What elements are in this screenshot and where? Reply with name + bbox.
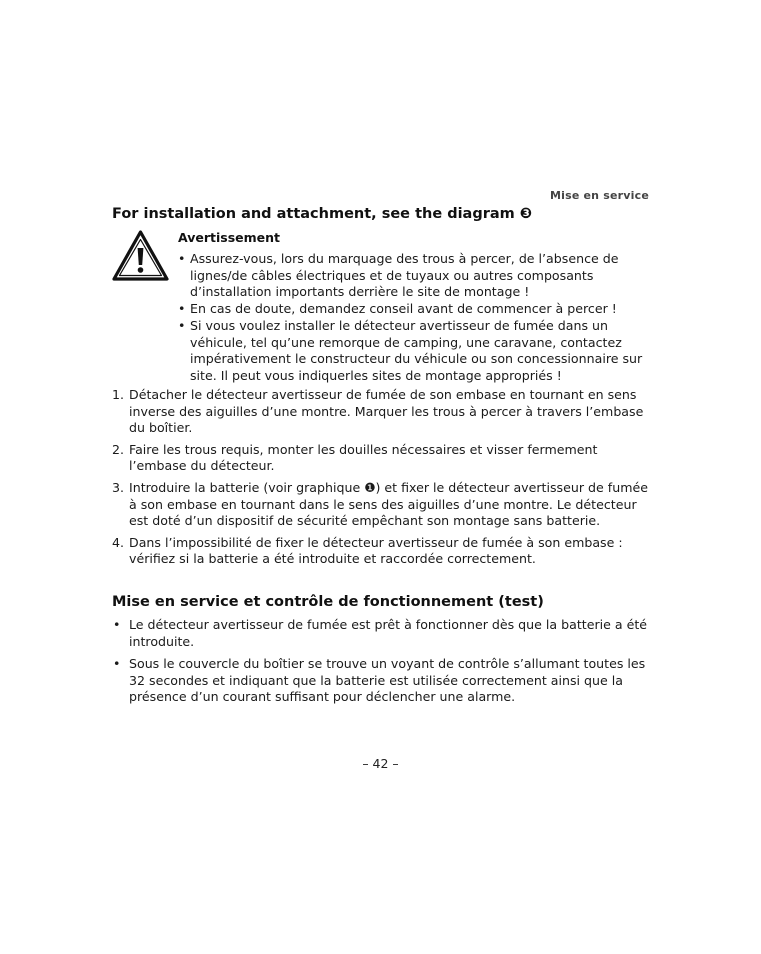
step-number: 3.	[112, 480, 125, 496]
running-header: Mise en service	[549, 189, 649, 202]
warning-item: • Assurez-vous, lors du marquage des trous à percer, de l’absence de lignes/de câbles électriques et de tuyaux ou autres composants d’installation importants derrière le site de montage !	[178, 251, 658, 301]
page-number: – 42 –	[362, 756, 399, 771]
step-number: 2.	[112, 441, 125, 457]
section-title-test: Mise en service et contrôle de fonctionnement (test)	[112, 594, 544, 610]
step-number: 1.	[112, 387, 125, 402]
warning-item: • Si vous voulez installer le détecteur avertisseur de fumée dans un véhicule, tel qu’une remorque de camping, une caravane, contactez impérativement le constructeur du véhicule ou son concessionnaire sur site. Il peut vous indiquerles sites de montage appropriés !	[178, 318, 658, 385]
step-item	[112, 387, 657, 437]
installation-steps	[112, 387, 657, 573]
step-item	[112, 480, 657, 530]
step-item	[112, 535, 657, 568]
warning-item: • En cas de doute, demandez conseil avant de commencer à percer !	[178, 301, 658, 318]
test-list	[112, 617, 652, 712]
step-number: 4.	[112, 534, 125, 550]
warning-label: Avertissement	[178, 230, 281, 245]
warning-list	[178, 251, 658, 385]
test-item: • Le détecteur avertisseur de fumée est prêt à fonctionner dès que la batterie a été introduite.	[112, 617, 652, 650]
step-item	[112, 442, 657, 475]
test-item: • Sous le couvercle du boîtier se trouve un voyant de contrôle s’allumant toutes les 32 secondes et indiquant que la batterie est utilisée correctement ainsi que la présence d’un courant suffisant pour déclencher une alarme.	[112, 656, 652, 706]
step-text: Faire les trous requis, monter les douilles nécessaires et visser fermement l’embase du détecteur.	[129, 441, 598, 474]
step-text: Détacher le détecteur avertisseur de fumée de son embase en tournant en sens inverse des aiguilles d’une montre. Marquer les trous à percer à travers l’embase du boîtier.	[129, 387, 644, 435]
step-text: Dans l’impossibilité de fixer le détecteur avertisseur de fumée à son embase : vérifiez si la batterie a été introduite et raccordée correctement.	[129, 534, 623, 567]
section-title-installation: For installation and attachment, see the diagram ❸	[112, 206, 533, 222]
warning-triangle-icon	[112, 230, 169, 282]
step-text: Introduire la batterie (voir graphique ❶) et fixer le détecteur avertisseur de fumée à son embase en tournant dans le sens des aiguilles d’une montre. Le détecteur est doté d’un dispositif de sécurité empêchant son montage sans batterie.	[129, 480, 648, 529]
